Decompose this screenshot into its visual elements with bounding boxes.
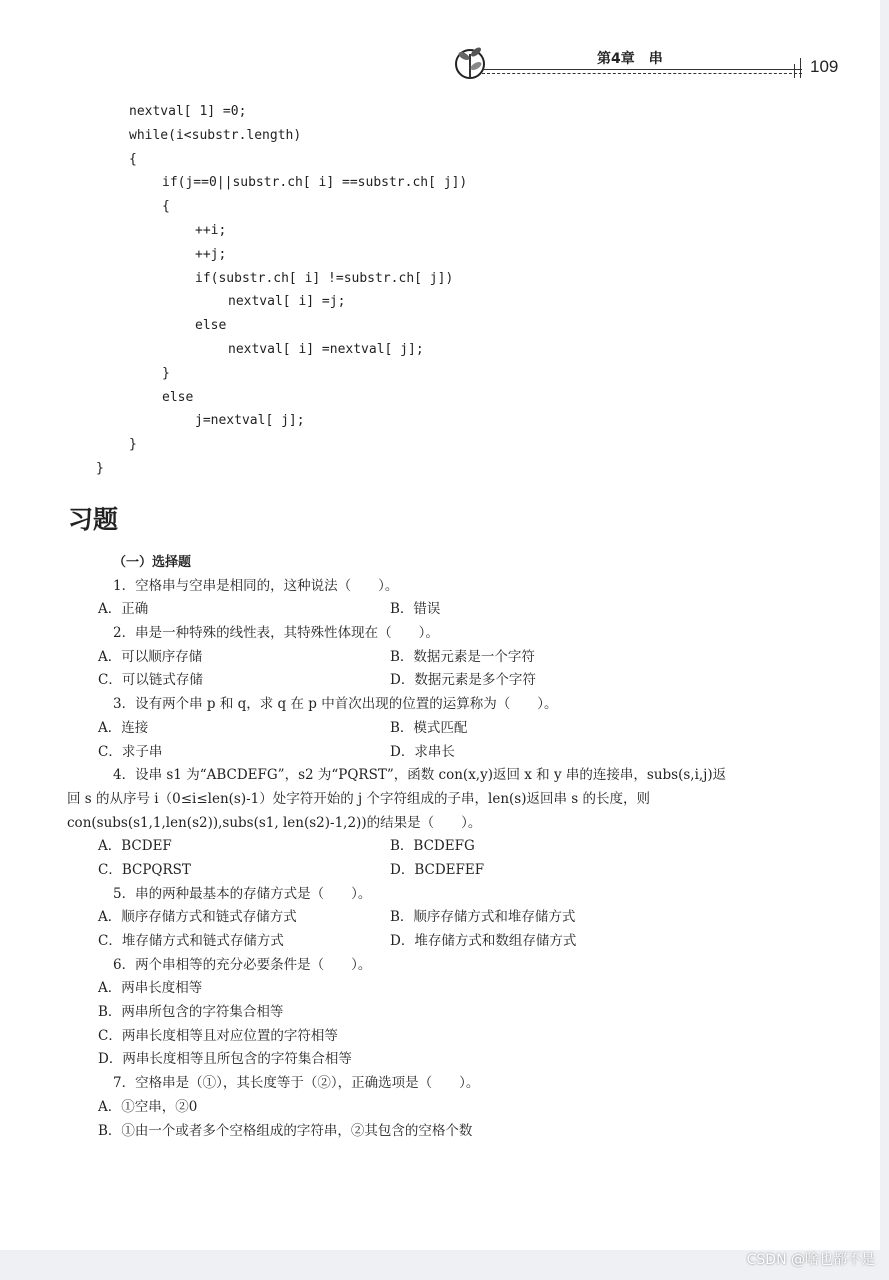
- option-row: [98, 906, 808, 930]
- option-a: C．两串长度相等且对应位置的字符相等: [98, 1027, 338, 1044]
- question-text: 5．串的两种最基本的存储方式是（ ）。: [113, 885, 372, 902]
- option-b: B．BCDEFG: [390, 838, 475, 855]
- exercise-list: [67, 551, 808, 1143]
- question-continuation: 回 s 的从序号 i（0≤i≤len(s)-1）处字符开始的 j 个字符组成的子串，len(s)返回串 s 的长度，则: [67, 790, 651, 807]
- option-row: [98, 835, 808, 859]
- option-a: C．可以链式存储: [98, 672, 203, 689]
- option-b: B．数据元素是一个字符: [390, 648, 535, 665]
- option-row: [98, 977, 808, 1001]
- code-line: ++j;: [195, 246, 227, 262]
- code-line: while(i<substr.length): [129, 127, 302, 143]
- header-tick: [800, 58, 801, 78]
- code-line: nextval[ i] =nextval[ j];: [228, 341, 424, 357]
- option-b: B．模式匹配: [390, 719, 468, 736]
- question-text: 6．两个串相等的充分必要条件是（ ）。: [113, 956, 372, 973]
- watermark: CSDN @啥也都不是: [746, 1252, 875, 1268]
- code-line: }: [129, 437, 137, 453]
- option-a: B．①由一个或者多个空格组成的字符串，②其包含的空格个数: [98, 1122, 473, 1139]
- option-a: A．顺序存储方式和链式存储方式: [98, 909, 297, 926]
- option-row: [98, 646, 808, 670]
- question-text: 3．设有两个串 p 和 q，求 q 在 p 中首次出现的位置的运算称为（ ）。: [113, 696, 558, 713]
- option-row: [98, 1025, 808, 1049]
- option-a: A．连接: [98, 719, 149, 736]
- option-a: D．两串长度相等且所包含的字符集合相等: [98, 1051, 352, 1068]
- option-row: [98, 930, 808, 954]
- option-row: [98, 741, 808, 765]
- option-row: [98, 1001, 808, 1025]
- code-line: {: [129, 151, 137, 167]
- header-dashed-rule: [482, 73, 802, 74]
- option-row: [98, 1048, 808, 1072]
- leaf-logo-icon: [452, 44, 488, 80]
- question-text: 4．设串 s1 为“ABCDEFG”，s2 为“PQRST”，函数 con(x,y)返回 x 和 y 串的连接串，subs(s,i,j)返: [113, 767, 727, 784]
- code-line: {: [162, 199, 170, 215]
- option-a: C．BCPQRST: [98, 861, 191, 878]
- code-line: else: [195, 318, 227, 334]
- code-line: }: [96, 460, 104, 476]
- option-b: B．错误: [390, 601, 441, 618]
- question-text: 2．串是一种特殊的线性表，其特殊性体现在（ ）。: [113, 625, 439, 642]
- question-text: 7．空格串是（①），其长度等于（②），正确选项是（ ）。: [113, 1075, 480, 1092]
- header-rule: [482, 69, 802, 70]
- option-b: B．顺序存储方式和堆存储方式: [390, 909, 576, 926]
- option-b: D．BCDEFEF: [390, 861, 485, 878]
- code-line: nextval[ 1] =0;: [129, 104, 247, 119]
- option-b: D．数据元素是多个字符: [390, 672, 536, 689]
- option-a: B．两串所包含的字符集合相等: [98, 1004, 284, 1021]
- code-line: nextval[ i] =j;: [228, 294, 346, 310]
- option-b: D．求串长: [390, 743, 455, 760]
- header-tick: [794, 64, 795, 78]
- question-continuation: con(subs(s1,1,len(s2)),subs(s1, len(s2)-1,2))的结果是（ ）。: [67, 814, 482, 831]
- option-row: [98, 1120, 808, 1144]
- code-block: [96, 100, 467, 481]
- code-line: ++i;: [195, 222, 227, 238]
- option-a: C．求子串: [98, 743, 163, 760]
- subsection-heading: （一）选择题: [113, 555, 192, 570]
- option-row: [98, 669, 808, 693]
- code-line: else: [162, 389, 194, 405]
- option-a: C．堆存储方式和链式存储方式: [98, 933, 284, 949]
- option-a: A．可以顺序存储: [98, 648, 203, 665]
- option-b: D．堆存储方式和数组存储方式: [390, 933, 577, 949]
- option-a: A．正确: [98, 601, 149, 618]
- code-line: if(j==0||substr.ch[ i] ==substr.ch[ j]): [162, 175, 468, 191]
- option-row: [98, 859, 808, 883]
- question-text: 1．空格串与空串是相同的，这种说法（ ）。: [113, 577, 399, 594]
- code-line: j=nextval[ j];: [195, 413, 305, 429]
- page-number: 109: [810, 57, 839, 76]
- section-title: 习题: [68, 505, 119, 534]
- code-line: }: [162, 365, 170, 381]
- option-a: A．①空串，②0: [98, 1098, 198, 1115]
- option-row: [98, 717, 808, 741]
- code-line: if(substr.ch[ i] !=substr.ch[ j]): [195, 270, 454, 286]
- option-row: [98, 1096, 808, 1120]
- option-a: A．两串长度相等: [98, 980, 203, 997]
- option-row: [98, 598, 808, 622]
- right-margin-strip: [880, 0, 889, 1250]
- option-a: A．BCDEF: [98, 838, 172, 855]
- chapter-title: 第4章 串: [597, 51, 663, 67]
- page-header: [452, 36, 872, 86]
